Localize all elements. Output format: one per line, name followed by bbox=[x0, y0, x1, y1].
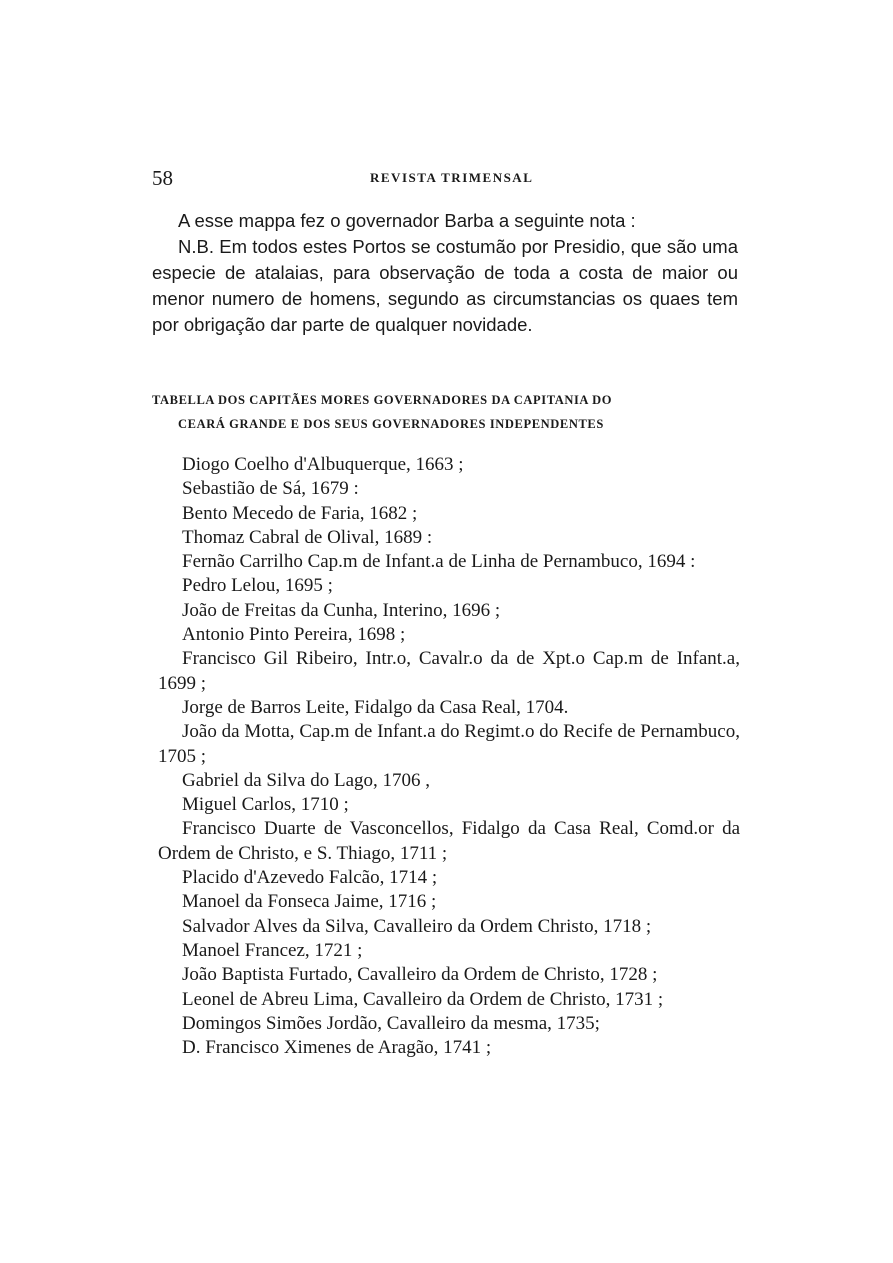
governors-list bbox=[158, 453, 740, 1060]
list-item: D. Francisco Ximenes de Aragão, 1741 ; bbox=[182, 1037, 492, 1059]
list-item: Sebastião de Sá, 1679 : bbox=[182, 478, 359, 500]
list-item: Fernão Carrilho Cap.m de Infant.a de Linha de Pernambuco, 1694 : bbox=[182, 551, 696, 573]
table-title bbox=[152, 388, 742, 436]
page-number: 58 bbox=[152, 166, 173, 190]
list-item: Bento Mecedo de Faria, 1682 ; bbox=[182, 502, 418, 524]
list-item: Manoel Francez, 1721 ; bbox=[182, 939, 363, 961]
list-item: Placido d'Azevedo Falcão, 1714 ; bbox=[182, 867, 438, 889]
list-item: Leonel de Abreu Lima, Cavalleiro da Ordem de Christo, 1731 ; bbox=[182, 988, 664, 1010]
intro-paragraph: N.B. Em todos estes Portos se costumão por Presidio, que são uma especie de atalaias, para observação de toda a costa de maior ou menor numero de homens, segundo as circumstancias os quaes tem por obrigação dar parte de qualquer novidade. bbox=[152, 236, 738, 335]
list-item: Francisco Gil Ribeiro, Intr.o, Cavalr.o da de Xpt.o Cap.m de Infant.a, 1699 ; bbox=[158, 648, 740, 694]
list-item: João de Freitas da Cunha, Interino, 1696 ; bbox=[182, 599, 501, 621]
intro-text bbox=[152, 208, 738, 338]
table-title-line: TABELLA DOS CAPITÃES MORES GOVERNADORES DA CAPITANIA DO bbox=[152, 393, 613, 407]
intro-paragraph: A esse mappa fez o governador Barba a seguinte nota : bbox=[178, 210, 636, 231]
running-head bbox=[152, 166, 742, 190]
list-item: Thomaz Cabral de Olival, 1689 : bbox=[182, 526, 433, 548]
list-item: Francisco Duarte de Vasconcellos, Fidalgo da Casa Real, Comd.or da Ordem de Christo, e S. Thiago, 1711 ; bbox=[158, 818, 740, 864]
list-item: Miguel Carlos, 1710 ; bbox=[182, 794, 349, 816]
list-item: Diogo Coelho d'Albuquerque, 1663 ; bbox=[182, 454, 464, 475]
list-item: Manoel da Fonseca Jaime, 1716 ; bbox=[182, 891, 437, 913]
list-item: Antonio Pinto Pereira, 1698 ; bbox=[182, 624, 406, 646]
list-item: João Baptista Furtado, Cavalleiro da Ordem de Christo, 1728 ; bbox=[182, 964, 658, 986]
list-item: João da Motta, Cap.m de Infant.a do Regimt.o do Recife de Pernambuco, 1705 ; bbox=[158, 721, 740, 767]
list-item: Domingos Simões Jordão, Cavalleiro da mesma, 1735; bbox=[182, 1012, 600, 1034]
list-item: Gabriel da Silva do Lago, 1706 , bbox=[182, 769, 431, 791]
table-title-line: CEARÁ GRANDE E DOS SEUS GOVERNADORES INDEPENDENTES bbox=[178, 417, 604, 431]
list-item: Salvador Alves da Silva, Cavalleiro da Ordem Christo, 1718 ; bbox=[182, 915, 652, 937]
list-item: Jorge de Barros Leite, Fidalgo da Casa Real, 1704. bbox=[182, 696, 569, 718]
list-item: Pedro Lelou, 1695 ; bbox=[182, 575, 333, 597]
journal-title: REVISTA TRIMENSAL bbox=[370, 170, 534, 185]
